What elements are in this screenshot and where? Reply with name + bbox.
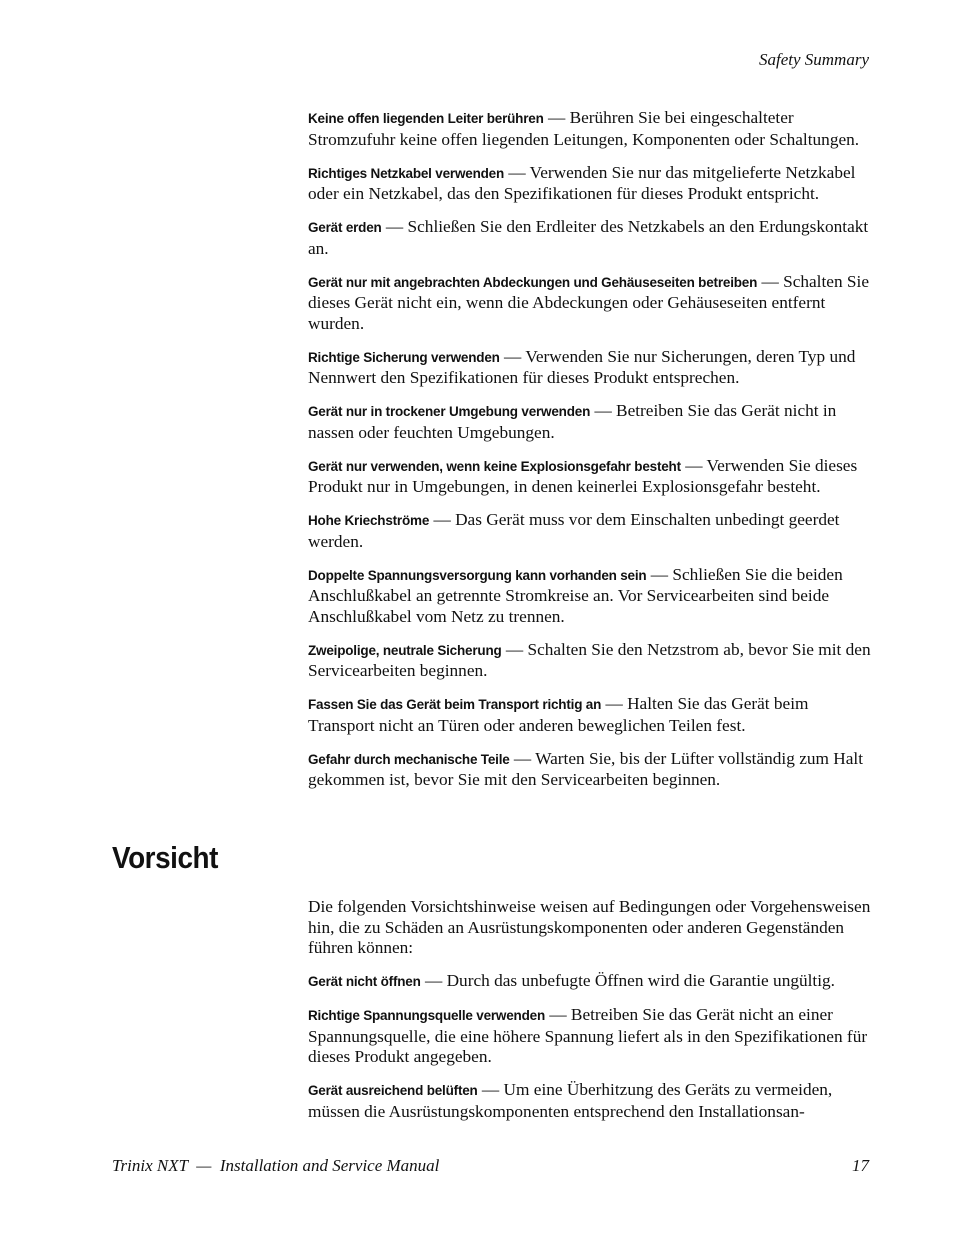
warning-item <box>308 694 873 736</box>
section-heading-vorsicht: Vorsicht <box>112 840 218 875</box>
warning-item <box>308 217 873 259</box>
caution-title: Gerät nicht öffnen <box>308 974 421 989</box>
caution-text: — Durch das unbefugte Öffnen wird die Garantie ungültig. <box>420 971 835 990</box>
warning-item <box>308 456 873 498</box>
warning-title: Doppelte Spannungsversorgung kann vorhanden sein <box>308 567 647 583</box>
warning-title: Zweipolige, neutrale Sicherung <box>308 642 502 658</box>
warning-text: — Berühren Sie bei eingeschalteter Stromzufuhr keine offen liegenden Leitungen, Komponenten oder Schaltungen. <box>308 108 860 149</box>
warning-title: Hohe Kriechströme <box>308 513 430 528</box>
caution-item <box>308 971 873 993</box>
caution-list <box>308 897 873 1135</box>
warning-text: — Warten Sie, bis der Lüfter vollständig zum Halt gekommen ist, bevor Sie mit den Servicearbeiten beginnen. <box>308 748 864 789</box>
page-footer <box>112 1156 869 1176</box>
warning-item <box>308 640 873 682</box>
caution-title: Gerät ausreichend belüften <box>308 1083 478 1098</box>
caution-text: — Um eine Überhitzung des Geräts zu vermeiden, müssen die Ausrüstungskomponenten entsprechend den Installationsan- <box>308 1080 833 1121</box>
warning-text: — Das Gerät muss vor dem Einschalten unbedingt geerdet werden. <box>308 510 840 551</box>
caution-intro: Die folgenden Vorsichtshinweise weisen auf Bedingungen oder Vorgehensweisen hin, die zu Schäden an Ausrüstungskomponenten oder anderen Gegenständen führen können: <box>308 897 871 957</box>
page-number: 17 <box>852 1156 869 1175</box>
warning-text: — Verwenden Sie nur das mitgelieferte Netzkabel oder ein Netzkabel, das den Spezifikationen für dieses Produkt entspricht. <box>308 162 856 203</box>
warning-item <box>308 108 873 150</box>
warning-title: Keine offen liegenden Leiter berühren <box>308 111 544 126</box>
warning-text: — Betreiben Sie das Gerät nicht in nassen oder feuchten Umgebungen. <box>308 401 837 442</box>
warning-title: Gerät nur mit angebrachten Abdeckungen und Gehäuseseiten betreiben <box>308 274 758 290</box>
caution-item <box>308 1080 873 1122</box>
warning-item <box>308 749 873 791</box>
warning-text: — Schalten Sie dieses Gerät nicht ein, wenn die Abdeckungen oder Gehäuseseiten entfernt wurden. <box>308 271 869 333</box>
warning-text: — Schließen Sie den Erdleiter des Netzkabels an den Erdungskontakt an. <box>308 217 869 258</box>
warning-item <box>308 272 873 335</box>
warning-text: — Schalten Sie den Netzstrom ab, bevor Sie mit den Servicearbeiten beginnen. <box>308 639 871 680</box>
warning-title: Gefahr durch mechanische Teile <box>308 751 510 767</box>
warning-item <box>308 347 873 389</box>
warning-text: — Verwenden Sie nur Sicherungen, deren Typ und Nennwert den Spezifikationen für dieses Produkt entsprechen. <box>308 346 856 387</box>
warning-title: Gerät nur verwenden, wenn keine Explosionsgefahr besteht <box>308 458 681 474</box>
warning-item <box>308 401 873 443</box>
warning-title: Gerät erden <box>308 220 382 235</box>
warnings-list <box>308 108 873 803</box>
caution-text: — Betreiben Sie das Gerät nicht an einer Spannungsquelle, die eine höhere Spannung liefert als in den Spezifikationen für dieses Produkt angegeben. <box>308 1005 868 1066</box>
caution-title: Richtige Spannungsquelle verwenden <box>308 1008 545 1023</box>
warning-item <box>308 565 873 628</box>
footer-manual-title: Trinix NXT — Installation and Service Manual <box>112 1156 440 1175</box>
warning-text: — Verwenden Sie dieses Produkt nur in Umgebungen, in denen keinerlei Explosionsgefahr besteht. <box>308 455 858 496</box>
warning-title: Fassen Sie das Gerät beim Transport richtig an <box>308 697 602 712</box>
warning-item <box>308 163 873 205</box>
warning-title: Richtige Sicherung verwenden <box>308 349 500 365</box>
warning-text: — Halten Sie das Gerät beim Transport nicht an Türen oder anderen beweglichen Teilen fest. <box>308 694 809 735</box>
caution-item <box>308 1005 873 1068</box>
warning-item <box>308 510 873 552</box>
warning-text: — Schließen Sie die beiden Anschlußkabel an getrennte Stromkreise an. Vor Servicearbeiten sind beide Anschlußkabel vom Netz zu trennen. <box>308 564 843 626</box>
running-header: Safety Summary <box>758 50 869 69</box>
warning-title: Richtiges Netzkabel verwenden <box>308 165 505 181</box>
warning-title: Gerät nur in trockener Umgebung verwenden <box>308 404 591 419</box>
